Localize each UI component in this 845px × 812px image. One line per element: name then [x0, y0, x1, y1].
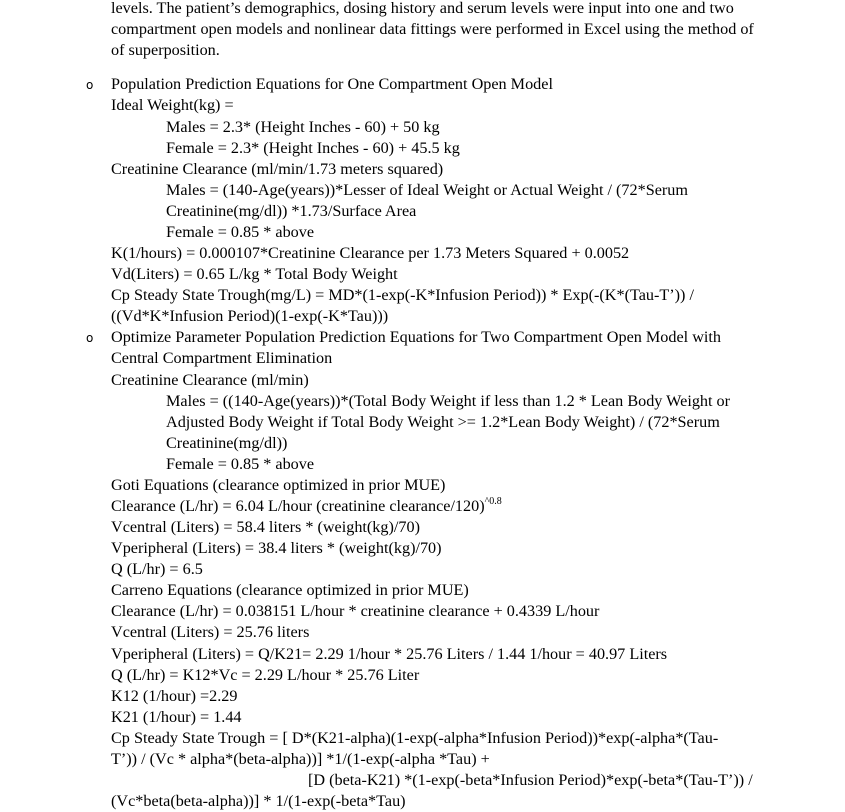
crcl2-males-line-2: Adjusted Body Weight if Total Body Weight >= 1.2*Lean Body Weight) / (72*Serum [166, 413, 720, 431]
carreno-vperipheral: Vperipheral (Liters) = Q/K21= 2.29 1/hour * 25.76 Liters / 1.44 1/hour = 40.97 Liters [111, 645, 668, 663]
section2-heading-line-1: Optimize Parameter Population Prediction Equations for Two Compartment Open Model with [111, 328, 721, 346]
cp2-equation-line-2: T’)) / (Vc * alpha*(beta-alpha))] *1/(1-exp(-alpha *Tau) + [111, 750, 490, 768]
crcl-female: Female = 0.85 * above [166, 223, 315, 241]
goti-label: Goti Equations (clearance optimized in prior MUE) [111, 476, 446, 494]
cp2-equation-line-4: (Vc*beta(beta-alpha))] * 1/(1-exp(-beta*Tau) [111, 792, 406, 810]
cp-equation-line-2: ((Vd*K*Infusion Period)(1-exp(-K*Tau))) [111, 307, 389, 325]
crcl2-label: Creatinine Clearance (ml/min) [111, 371, 309, 389]
goti-clearance-exponent: ^0.8 [484, 496, 502, 507]
carreno-clearance: Clearance (L/hr) = 0.038151 L/hour * creatinine clearance + 0.4339 L/hour [111, 602, 600, 620]
goti-clearance [111, 496, 502, 517]
bullet-icon: o [86, 78, 94, 92]
crcl2-males-line-3: Creatinine(mg/dl)) [166, 434, 288, 452]
intro-line-1: levels. The patient’s demographics, dosing history and serum levels were input into one and two [111, 0, 734, 17]
crcl2-female: Female = 0.85 * above [166, 455, 315, 473]
goti-vcentral: Vcentral (Liters) = 58.4 liters * (weight(kg)/70) [111, 518, 420, 536]
crcl-label: Creatinine Clearance (ml/min/1.73 meters squared) [111, 160, 444, 178]
ideal-weight-female: Female = 2.3* (Height Inches - 60) + 45.5 kg [166, 139, 460, 157]
k12-value: K12 (1/hour) =2.29 [111, 687, 238, 705]
ideal-weight-males: Males = 2.3* (Height Inches - 60) + 50 kg [166, 118, 440, 136]
cp2-equation-line-3: [D (beta-K21) *(1-exp(-beta*Infusion Period)*exp(-beta*(Tau-T’)) / [308, 771, 753, 789]
carreno-label: Carreno Equations (clearance optimized in prior MUE) [111, 581, 469, 599]
goti-clearance-text: Clearance (L/hr) = 6.04 L/hour (creatinine clearance/120) [111, 497, 485, 515]
ideal-weight-label: Ideal Weight(kg) = [111, 96, 234, 114]
crcl-males-line-2: Creatinine(mg/dl)) *1.73/Surface Area [166, 202, 417, 220]
carreno-q: Q (L/hr) = K12*Vc = 2.29 L/hour * 25.76 Liter [111, 666, 420, 684]
goti-q: Q (L/hr) = 6.5 [111, 560, 203, 578]
crcl2-males-line-1: Males = ((140-Age(years))*(Total Body Weight if less than 1.2 * Lean Body Weight or [166, 392, 731, 410]
vd-equation: Vd(Liters) = 0.65 L/kg * Total Body Weight [111, 265, 398, 283]
intro-line-3: of superposition. [111, 41, 220, 59]
section1-heading: Population Prediction Equations for One Compartment Open Model [111, 75, 553, 93]
carreno-vcentral: Vcentral (Liters) = 25.76 liters [111, 623, 310, 641]
k-equation: K(1/hours) = 0.000107*Creatinine Clearance per 1.73 Meters Squared + 0.0052 [111, 244, 630, 262]
section2-heading-line-2: Central Compartment Elimination [111, 349, 333, 367]
crcl-males-line-1: Males = (140-Age(years))*Lesser of Ideal Weight or Actual Weight / (72*Serum [166, 181, 688, 199]
cp-equation-line-1: Cp Steady State Trough(mg/L) = MD*(1-exp(-K*Infusion Period)) * Exp(-(K*(Tau-T’)) / [111, 286, 694, 304]
bullet-icon: o [86, 331, 94, 345]
intro-line-2: compartment open models and nonlinear data fittings were performed in Excel using the method of [111, 20, 754, 38]
k21-value: K21 (1/hour) = 1.44 [111, 708, 242, 726]
cp2-equation-line-1: Cp Steady State Trough = [ D*(K21-alpha)(1-exp(-alpha*Infusion Period))*exp(-alpha*(Tau- [111, 729, 719, 747]
goti-vperipheral: Vperipheral (Liters) = 38.4 liters * (weight(kg)/70) [111, 539, 442, 557]
